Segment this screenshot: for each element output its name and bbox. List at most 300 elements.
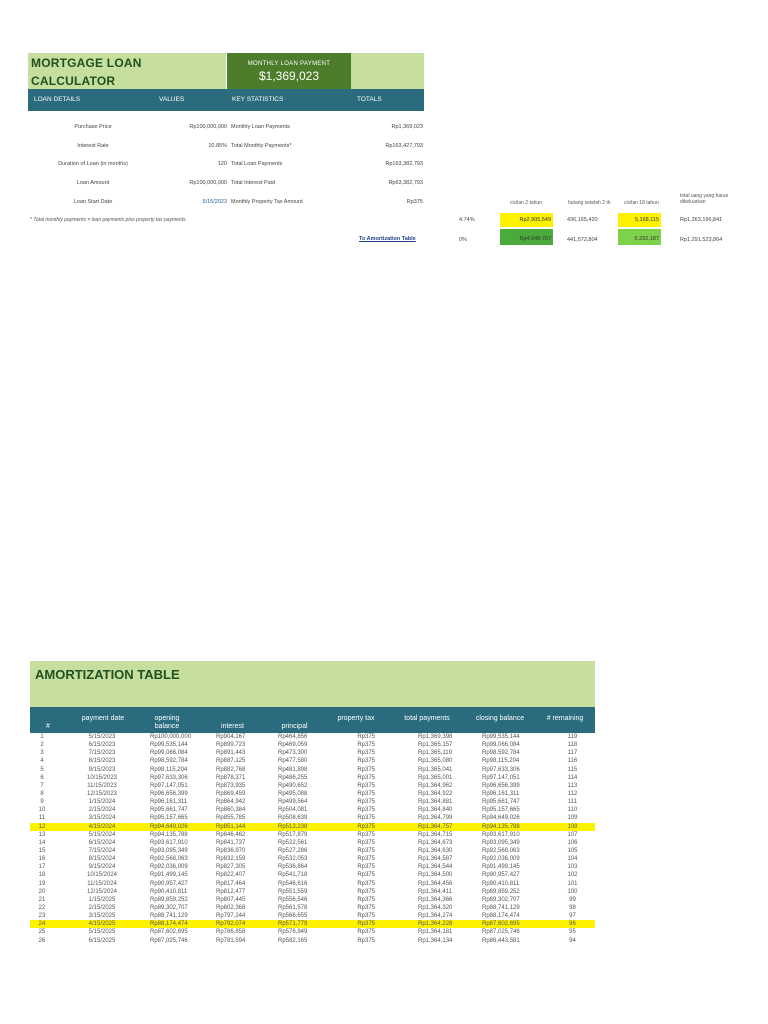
table-row [30, 782, 595, 790]
table-cell: 119 [567, 734, 578, 740]
table-cell: 1/15/2024 [88, 799, 116, 806]
table-cell: Rp375 [357, 774, 375, 781]
table-cell: 18 [38, 872, 46, 879]
table-cell: 108 [567, 823, 578, 830]
table-cell: Rp95,661,747 [482, 799, 520, 806]
table-cell: 111 [567, 799, 578, 806]
table-cell: Rp91,499,145 [150, 872, 188, 879]
table-cell: Rp899,723 [216, 742, 246, 749]
table-cell: 98 [569, 904, 576, 911]
table-cell: Rp93,095,349 [150, 847, 188, 854]
table-cell: Rp90,410,811 [482, 880, 520, 887]
table-cell: Rp375 [357, 937, 375, 944]
table-cell: Rp792,074 [216, 921, 246, 928]
table-cell: 7 [40, 782, 44, 789]
table-cell: Rp1,365,041 [418, 766, 453, 773]
loan-details-header: LOAN DETAILS [34, 96, 81, 103]
table-cell: Rp532,053 [278, 856, 308, 863]
table-cell: 11/15/2023 [87, 782, 117, 789]
table-cell: Rp473,300 [278, 750, 308, 757]
table-cell: 106 [567, 839, 578, 846]
table-row [30, 733, 595, 741]
table-cell: Rp375 [357, 790, 375, 797]
table-row [30, 937, 595, 945]
table-cell: 94 [569, 937, 576, 944]
loan-detail-value[interactable]: 10.85% [208, 143, 227, 149]
table-cell: 6/15/2025 [88, 937, 116, 944]
table-cell: Rp375 [357, 823, 375, 830]
table-cell: Rp851,144 [216, 823, 246, 830]
totals-header: TOTALS [357, 96, 382, 103]
table-cell: Rp477,580 [278, 758, 308, 765]
side-header-1: cicilan 2 tahun [510, 200, 542, 206]
col-header: # remaining [546, 715, 584, 722]
table-cell: 5/15/2023 [88, 734, 116, 740]
monthly-payment-value: $1,369,023 [258, 69, 320, 83]
table-cell: Rp96,656,399 [482, 782, 520, 789]
table-cell: Rp1,365,119 [418, 750, 452, 757]
table-cell: Rp571,779 [278, 921, 308, 928]
loan-detail-value[interactable]: 120 [217, 161, 227, 167]
col-header: interest [221, 723, 244, 730]
table-cell: Rp878,371 [216, 774, 246, 781]
table-cell: Rp1,364,715 [418, 831, 453, 838]
table-cell: Rp375 [357, 742, 375, 749]
key-stat-value: Rp1,369,023 [391, 124, 423, 130]
table-cell: Rp87,025,746 [482, 929, 520, 936]
table-cell: Rp99,066,084 [482, 742, 520, 749]
table-row [30, 928, 595, 936]
table-cell: Rp841,737 [216, 839, 246, 846]
table-cell: Rp508,639 [278, 815, 308, 822]
table-cell: Rp812,477 [216, 888, 246, 895]
table-cell: 117 [567, 750, 578, 757]
side-rate: 0% [459, 237, 467, 243]
values-header: VALUES [159, 96, 185, 103]
key-stat-label: Total Monthly Payments* [231, 143, 292, 149]
table-cell: Rp99,066,084 [150, 750, 188, 757]
table-cell: 8 [40, 790, 44, 797]
table-cell: 22 [38, 904, 46, 911]
col-header: principal [281, 723, 308, 730]
table-cell: 5 [40, 766, 44, 773]
table-cell: Rp91,499,145 [482, 864, 520, 871]
table-cell: 8/15/2024 [88, 856, 116, 863]
table-row [30, 749, 595, 757]
table-cell: 10/15/2024 [86, 872, 118, 879]
table-cell: Rp97,147,051 [150, 782, 188, 789]
table-cell: Rp93,095,349 [482, 839, 520, 846]
table-cell: Rp97,633,306 [150, 774, 188, 781]
table-cell: 25 [38, 929, 46, 936]
side-value: 436,165,420 [567, 217, 598, 223]
table-cell: Rp1,364,228 [418, 921, 453, 928]
table-row [30, 880, 595, 888]
table-cell: Rp882,768 [216, 766, 246, 773]
table-cell: Rp1,364,411 [418, 888, 452, 895]
table-cell: Rp490,652 [278, 782, 308, 789]
table-cell: 2 [40, 742, 44, 749]
table-cell: Rp92,568,063 [150, 856, 188, 863]
table-cell: 2/15/2025 [88, 904, 116, 911]
table-cell: Rp513,238 [278, 823, 308, 830]
table-cell: 21 [38, 896, 46, 903]
table-cell: Rp375 [357, 839, 375, 846]
table-cell: Rp87,025,746 [150, 937, 188, 944]
table-row [30, 871, 595, 879]
table-cell: Rp375 [357, 782, 375, 789]
table-cell: 110 [567, 807, 578, 814]
loan-detail-label: Loan Amount [76, 180, 110, 186]
table-cell: Rp98,115,204 [150, 766, 188, 773]
table-cell: 9/15/2023 [88, 766, 116, 773]
table-cell: Rp88,741,129 [150, 913, 188, 920]
table-cell: 3 [40, 750, 44, 757]
calculator-header-bar [28, 89, 424, 111]
table-cell: Rp495,088 [278, 790, 308, 797]
table-cell: Rp887,125 [216, 758, 246, 765]
table-cell: 11 [38, 815, 46, 822]
table-cell: Rp1,364,544 [418, 864, 453, 871]
table-cell: Rp1,364,630 [418, 847, 453, 854]
table-cell: Rp582,165 [278, 937, 308, 944]
table-row [30, 896, 595, 904]
col-header: # [46, 723, 50, 730]
key-statistics-header: KEY STATISTICS [232, 96, 284, 103]
table-cell: 16 [38, 856, 46, 863]
table-cell: 96 [569, 921, 576, 928]
table-cell: Rp1,364,274 [418, 913, 453, 920]
table-cell: 10 [38, 807, 46, 814]
table-cell: Rp469,059 [278, 742, 308, 749]
table-cell: Rp94,649,026 [150, 823, 188, 830]
table-cell: Rp375 [357, 864, 375, 871]
side-value: Rp1,263,196,841 [680, 217, 723, 223]
table-cell: Rp93,617,910 [482, 831, 520, 838]
table-cell: Rp781,594 [216, 937, 246, 944]
loan-detail-value: Rp100,000,000 [189, 180, 227, 186]
table-cell: Rp92,036,009 [482, 856, 520, 863]
table-cell: 9 [40, 799, 44, 806]
table-cell: Rp561,578 [278, 904, 308, 911]
table-row [30, 806, 595, 814]
table-row [30, 839, 595, 847]
table-cell: Rp96,656,399 [150, 790, 188, 797]
table-cell: 6/15/2024 [88, 839, 116, 846]
table-cell: Rp375 [357, 872, 375, 879]
table-cell: 17 [38, 864, 46, 871]
table-cell: Rp95,661,747 [150, 807, 188, 814]
table-cell: 12/15/2024 [86, 888, 118, 895]
col-header: total payments [404, 715, 450, 722]
table-cell: Rp89,302,707 [150, 904, 188, 911]
table-cell: Rp1,364,881 [418, 799, 453, 806]
table-cell: Rp1,365,080 [418, 758, 453, 765]
key-stat-value: Rp163,382,793 [385, 161, 423, 167]
table-cell: Rp87,602,695 [482, 921, 520, 928]
table-cell: Rp822,407 [216, 872, 246, 879]
table-cell: Rp1,364,500 [418, 872, 453, 879]
table-cell: Rp464,856 [278, 734, 308, 740]
table-cell: Rp1,364,840 [418, 807, 453, 814]
table-cell: Rp891,443 [216, 750, 246, 757]
table-cell: 20 [38, 888, 46, 895]
table-cell: Rp836,970 [216, 847, 246, 854]
table-cell: Rp88,741,129 [482, 904, 520, 911]
table-row [30, 863, 595, 871]
table-cell: Rp860,384 [216, 807, 246, 814]
table-cell: 95 [569, 929, 576, 936]
table-cell: Rp1,369,398 [418, 734, 453, 740]
table-cell: 3/15/2025 [88, 913, 116, 920]
table-row [30, 814, 595, 822]
table-cell: 4 [40, 758, 44, 765]
table-cell: Rp375 [357, 758, 375, 765]
table-cell: Rp100,000,000 [150, 734, 192, 740]
side-value: 441,572,804 [567, 237, 598, 243]
amortization-table-link[interactable]: To Amortization Table [359, 236, 416, 242]
table-row [30, 774, 595, 782]
table-cell: 14 [38, 839, 46, 846]
calculator-title: MORTGAGE LOAN CALCULATOR [28, 53, 226, 89]
table-cell: Rp89,302,707 [482, 896, 520, 903]
table-cell: Rp95,157,665 [482, 807, 520, 814]
table-cell: Rp1,364,456 [418, 880, 453, 887]
amortization-body [30, 733, 595, 945]
table-cell: Rp375 [357, 913, 375, 920]
table-cell: 114 [567, 774, 578, 781]
table-cell: Rp97,633,306 [482, 766, 520, 773]
table-cell: Rp556,546 [278, 896, 308, 903]
side-rate: 4.74% [459, 217, 475, 223]
table-cell: Rp375 [357, 896, 375, 903]
table-row [30, 823, 595, 831]
table-cell: Rp94,135,788 [482, 823, 520, 830]
table-cell: 4/15/2024 [88, 823, 116, 830]
table-cell: Rp481,898 [278, 766, 308, 773]
table-cell: 6 [40, 774, 44, 781]
table-cell: 1 [40, 734, 44, 740]
loan-detail-label: Loan Start Date [73, 199, 113, 205]
table-cell: Rp375 [357, 929, 375, 936]
table-cell: Rp1,365,157 [418, 742, 453, 749]
table-cell: 6/15/2023 [88, 742, 116, 749]
table-cell: Rp504,081 [278, 807, 308, 814]
table-cell: Rp86,443,581 [482, 937, 520, 944]
table-cell: 102 [567, 872, 578, 879]
table-cell: Rp89,859,252 [150, 896, 188, 903]
table-cell: 107 [567, 831, 578, 838]
table-cell: Rp802,368 [216, 904, 246, 911]
table-cell: 23 [38, 913, 46, 920]
table-row [30, 831, 595, 839]
table-cell: Rp873,935 [216, 782, 246, 789]
table-cell: Rp786,858 [216, 929, 246, 936]
table-cell: Rp499,564 [278, 799, 308, 806]
key-stat-value: Rp63,382,793 [388, 180, 423, 186]
key-stat-label: Total Interest Paid [231, 180, 276, 186]
side-header-2: hutang setelah 2 th [568, 200, 611, 206]
table-cell: Rp97,147,051 [482, 774, 520, 781]
table-cell: 8/15/2023 [88, 758, 116, 765]
loan-detail-label: Interest Rate [77, 143, 109, 149]
table-cell: Rp89,859,252 [482, 888, 520, 895]
table-cell: Rp88,174,474 [482, 913, 520, 920]
side-header-3: cicilan 18 tahun [624, 200, 659, 206]
table-cell: 24 [38, 921, 46, 928]
key-stat-label: Total Loan Payments [231, 161, 283, 167]
table-cell: 118 [567, 742, 578, 749]
table-row [30, 904, 595, 912]
table-cell: Rp93,617,910 [150, 839, 188, 846]
table-cell: Rp375 [357, 831, 375, 838]
table-cell: Rp869,459 [216, 790, 246, 797]
table-cell: Rp375 [357, 807, 375, 814]
table-cell: Rp1,364,673 [418, 839, 453, 846]
table-cell: 11/15/2024 [87, 880, 117, 887]
table-cell: Rp95,157,665 [150, 815, 188, 822]
table-cell: 109 [567, 815, 578, 822]
table-cell: Rp1,364,922 [418, 790, 453, 797]
table-cell: Rp832,159 [216, 856, 246, 863]
table-cell: 3/15/2024 [88, 815, 116, 822]
table-cell: Rp551,559 [278, 888, 308, 895]
table-cell: Rp576,949 [278, 929, 308, 936]
amortization-title: AMORTIZATION TABLE [30, 661, 595, 707]
table-row [30, 920, 595, 928]
table-cell: 2/15/2024 [88, 807, 116, 814]
table-cell: Rp94,649,026 [482, 815, 520, 822]
table-cell: Rp486,255 [278, 774, 308, 781]
footnote: * Total monthly payments = loan payments plus property tax payments [30, 217, 186, 223]
table-cell: Rp855,785 [216, 815, 246, 822]
table-cell: Rp1,364,320 [418, 904, 453, 911]
table-cell: Rp87,602,695 [150, 929, 188, 936]
table-cell: Rp92,568,063 [482, 847, 520, 854]
loan-detail-label: Duration of Loan (in months) [58, 161, 128, 167]
key-stat-value: Rp375 [406, 199, 423, 205]
table-row [30, 855, 595, 863]
table-cell: Rp92,036,009 [150, 864, 188, 871]
table-cell: 99 [569, 896, 576, 903]
table-cell: Rp1,365,001 [418, 774, 453, 781]
table-cell: Rp536,864 [278, 864, 308, 871]
amortization-header [30, 707, 595, 733]
table-cell: Rp375 [357, 847, 375, 854]
col-header: property tax [337, 715, 375, 722]
table-cell: 19 [38, 880, 46, 887]
table-row [30, 912, 595, 920]
key-stat-label: Monthly Loan Payments [231, 124, 291, 130]
side-value: Rp1,291,523,864 [680, 237, 723, 243]
table-cell: Rp375 [357, 815, 375, 822]
table-cell: Rp96,161,311 [150, 799, 188, 806]
side-header-4: total uang yang harus dikeluarkan [680, 193, 729, 205]
table-cell: 103 [567, 864, 578, 871]
table-cell: 104 [567, 856, 578, 863]
col-header: opening balance [154, 715, 180, 730]
table-cell: 15 [38, 847, 46, 854]
table-cell: Rp375 [357, 734, 375, 740]
table-row [30, 757, 595, 765]
table-cell: 116 [567, 758, 578, 765]
table-cell: Rp90,957,427 [482, 872, 520, 879]
table-cell: Rp566,655 [278, 913, 308, 920]
loan-detail-value[interactable]: 5/15/2023 [202, 199, 227, 205]
side-cell: 5,168,115 [618, 213, 661, 227]
table-row [30, 847, 595, 855]
table-cell: Rp375 [357, 750, 375, 757]
table-cell: Rp817,464 [216, 880, 246, 887]
table-cell: 1/15/2025 [88, 896, 116, 903]
table-cell: Rp864,942 [216, 799, 246, 806]
table-cell: 26 [38, 937, 46, 944]
table-cell: 7/15/2023 [88, 750, 116, 757]
table-row [30, 888, 595, 896]
table-cell: Rp90,410,811 [150, 888, 188, 895]
table-cell: Rp94,135,788 [150, 831, 188, 838]
table-cell: Rp375 [357, 799, 375, 806]
table-cell: 7/15/2024 [88, 847, 116, 854]
title-spacer [351, 53, 424, 89]
table-cell: Rp807,445 [216, 896, 246, 903]
table-cell: 9/15/2024 [88, 864, 116, 871]
side-cell: Rp4,048,767 [500, 229, 553, 245]
table-cell: Rp797,244 [216, 913, 246, 920]
table-cell: 10/15/2023 [86, 774, 118, 781]
table-cell: 105 [567, 847, 578, 854]
table-cell: Rp90,957,427 [150, 880, 188, 887]
table-cell: Rp375 [357, 880, 375, 887]
monthly-payment-label: MONTHLY LOAN PAYMENT [247, 61, 331, 67]
table-cell: Rp375 [357, 766, 375, 773]
table-cell: 5/15/2025 [88, 929, 116, 936]
table-cell: 115 [567, 766, 578, 773]
table-cell: Rp1,364,134 [418, 937, 453, 944]
table-cell: Rp375 [357, 888, 375, 895]
table-cell: Rp375 [357, 856, 375, 863]
table-cell: Rp1,364,962 [418, 782, 453, 789]
table-cell: 101 [567, 880, 578, 887]
table-cell: Rp88,174,474 [150, 921, 188, 928]
table-cell: 4/15/2025 [88, 921, 116, 928]
table-cell: 100 [567, 888, 578, 895]
table-cell: Rp517,879 [278, 831, 308, 838]
table-row [30, 766, 595, 774]
table-cell: Rp375 [357, 904, 375, 911]
table-cell: Rp1,364,757 [418, 823, 453, 830]
table-cell: 112 [567, 790, 578, 797]
table-cell: Rp541,718 [278, 872, 308, 879]
table-cell: 5/15/2024 [88, 831, 116, 838]
table-cell: Rp99,535,144 [482, 734, 520, 740]
key-stat-value: Rp163,427,793 [385, 143, 423, 149]
table-cell: Rp546,616 [278, 880, 308, 887]
table-cell: Rp846,462 [216, 831, 246, 838]
table-cell: Rp98,115,204 [482, 758, 520, 765]
table-cell: 97 [569, 913, 576, 920]
side-cell: Rp2,905,549 [500, 213, 553, 227]
table-cell: Rp1,364,366 [418, 896, 453, 903]
loan-detail-value[interactable]: Rp100,000,000 [189, 124, 227, 130]
table-cell: Rp522,561 [278, 839, 308, 846]
table-cell: 113 [567, 782, 578, 789]
table-cell: Rp827,305 [216, 864, 246, 871]
table-cell: Rp375 [357, 921, 375, 928]
col-header: closing balance [475, 715, 525, 722]
table-cell: 12/15/2023 [86, 790, 118, 797]
table-cell: Rp99,535,144 [150, 742, 188, 749]
